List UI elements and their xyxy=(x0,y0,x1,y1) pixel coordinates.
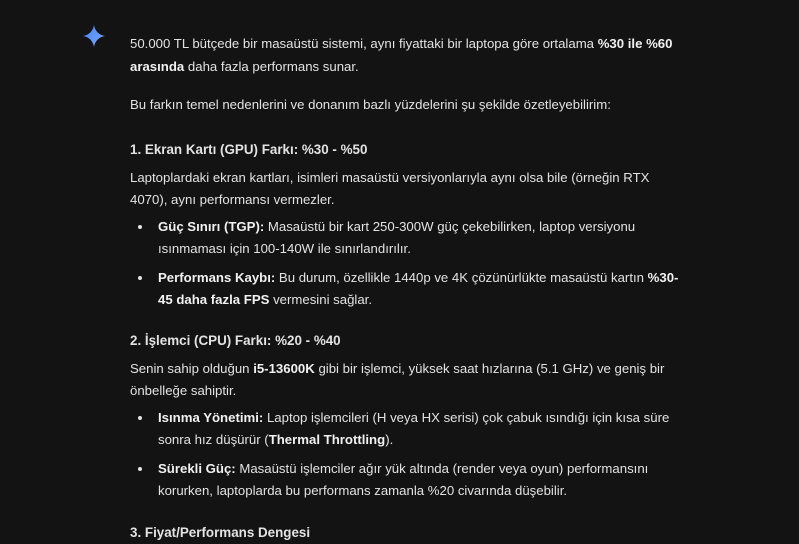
intro-text-end: daha fazla performans sunar. xyxy=(184,58,359,74)
bullet-text-end: ). xyxy=(385,432,394,447)
section-gpu xyxy=(130,139,690,312)
section-cpu xyxy=(130,330,690,503)
desc-text-end: gibi bir işlemci, yüksek saat hızlarına (5.1 GHz) ve geniş bir önbelleğe sahiptir. xyxy=(130,360,665,398)
bullet-highlight: Thermal Throttling xyxy=(268,432,386,447)
list-item xyxy=(130,216,690,261)
bullet-label: Güç Sınırı (TGP): xyxy=(158,218,265,234)
section-heading: 1. Ekran Kartı (GPU) Farkı: %30 - %50 xyxy=(130,141,368,157)
bullet-text: Bu durum, özellikle 1440p ve 4K çözünürlükte masaüstü kartın xyxy=(275,269,648,285)
bullet-text-end: vermesini sağlar. xyxy=(269,292,373,307)
bullet-label: Performans Kaybı: xyxy=(158,269,276,285)
desc-text: Senin sahip olduğun xyxy=(130,360,254,376)
intro-highlight: %30 ile %60 arasında xyxy=(130,36,673,74)
bullet-label: Sürekli Güç: xyxy=(158,460,236,476)
bullet-text: Masaüstü işlemciler ağır yük altında (render veya oyun) performansını korurken, laptoplarda bu performans zamanla %20 civarında düşebilir. xyxy=(158,460,649,498)
section-heading-price-performance: 3. Fiyat/Performans Dengesi xyxy=(130,525,311,540)
bullet-list xyxy=(130,216,690,312)
section-description xyxy=(130,358,690,403)
bullet-text: Laptop işlemcileri (H veya HX serisi) çok çabuk ısındığı için kısa süre sonra hız düşürür ( xyxy=(158,409,670,447)
bullet-text: Masaüstü bir kart 250-300W güç çekebilirken, laptop versiyonu ısınmaması için 100-140W ile sınırlandırılır. xyxy=(158,218,636,256)
lead-paragraph: Bu farkın temel nedenlerini ve donanım bazlı yüzdelerini şu şekilde özetleyebilirim: xyxy=(130,97,611,112)
response-content xyxy=(130,33,690,521)
bullet-highlight: %30-45 daha fazla FPS xyxy=(158,269,679,307)
bullet-list xyxy=(130,407,690,503)
list-item xyxy=(130,458,690,503)
bullet-label: Isınma Yönetimi: xyxy=(158,409,264,425)
section-description xyxy=(130,167,690,212)
desc-highlight: i5-13600K xyxy=(253,360,315,376)
section-heading: 2. İşlemci (CPU) Farkı: %20 - %40 xyxy=(130,332,341,348)
list-item xyxy=(130,267,690,312)
intro-text: 50.000 TL bütçede bir masaüstü sistemi, aynı fiyattaki bir laptopa göre ortalama xyxy=(130,36,598,51)
list-item xyxy=(130,407,690,452)
desc-text: Laptoplardaki ekran kartları, isimleri masaüstü versiyonlarıyla aynı olsa bile (örneğin RTX 4070), aynı performansı vermezler. xyxy=(130,169,650,207)
gemini-sparkle-icon xyxy=(82,24,106,48)
intro-paragraph xyxy=(130,33,690,78)
